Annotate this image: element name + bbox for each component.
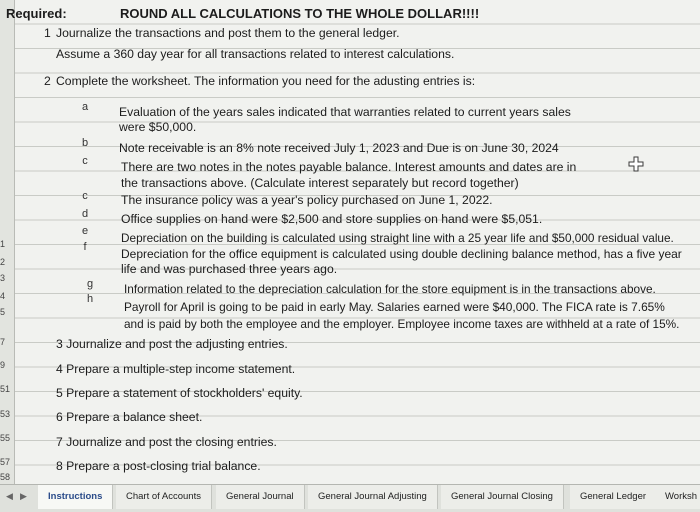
adjustment-letter: c — [82, 190, 88, 202]
row-number[interactable]: 51 — [0, 384, 11, 394]
cell-cursor-plus-icon — [628, 156, 644, 172]
adjustment-text: Note receivable is an 8% note received July 1, 2023 and Due is on June 30, 2024 — [119, 141, 559, 155]
adjustment-text: The insurance policy was a year's policy purchased on June 1, 2022. — [121, 193, 493, 207]
step-text: Assume a 360 day year for all transactions related to interest calculations. — [56, 47, 455, 61]
step-number: 1 — [44, 26, 51, 40]
row-number[interactable]: 3 — [0, 273, 6, 283]
adjustment-letter: c — [82, 155, 88, 167]
adjustment-text: Office supplies on hand were $2,500 and store supplies on hand were $5,051. — [121, 212, 543, 226]
tab-general-ledger[interactable]: General Ledger — [570, 485, 657, 509]
tab-scroll-right-icon[interactable]: ▶ — [20, 491, 27, 501]
required-label: Required: — [6, 6, 67, 21]
tab-general-journal-adjusting[interactable]: General Journal Adjusting — [308, 485, 438, 509]
adjustment-text: Information related to the depreciation calculation for the store equipment is in the transactions above. — [124, 282, 656, 296]
adjustment-text: and is paid by both the employee and the employer. Employee income taxes are withheld at a rate of 15%. — [124, 317, 680, 331]
adjustment-text: life and was purchased three years ago. — [121, 262, 338, 276]
adjustment-text: Depreciation for the office equipment is calculated using double declining balance method, has a five year — [121, 247, 682, 261]
row-number[interactable]: 1 — [0, 239, 6, 249]
adjustment-text: Depreciation on the building is calculated using straight line with a 25 year life and $50,000 residual value. — [121, 231, 674, 245]
step-item: 5 Prepare a statement of stockholders' equity. — [56, 386, 303, 400]
round-note: ROUND ALL CALCULATIONS TO THE WHOLE DOLLAR!!!! — [120, 6, 480, 21]
tab-scroll-left-icon[interactable]: ◀ — [6, 491, 13, 501]
adjustment-letter: f — [83, 241, 87, 253]
row-number[interactable]: 2 — [0, 257, 6, 267]
adjustment-letter: b — [81, 137, 89, 149]
adjustment-letter: a — [81, 101, 89, 113]
step-number: 2 — [44, 74, 51, 88]
step-item: 6 Prepare a balance sheet. — [56, 410, 203, 424]
step-text: Complete the worksheet. The information you need for the adusting entries is: — [56, 74, 476, 88]
adjustment-text: Payroll for April is going to be paid in early May. Salaries earned were $40,000. The FICA rate is 7.65% — [124, 300, 665, 314]
row-number[interactable]: 58 — [0, 472, 11, 482]
tab-worksheet[interactable]: Worksh — [655, 485, 700, 509]
adjustment-letter: d — [81, 208, 89, 220]
tab-general-journal-closing[interactable]: General Journal Closing — [441, 485, 564, 509]
adjustment-letter: h — [86, 293, 94, 305]
adjustment-text: Evaluation of the years sales indicated that warranties related to current years sales — [119, 105, 571, 119]
row-number[interactable]: 9 — [0, 360, 6, 370]
step-item: 4 Prepare a multiple-step income statement. — [56, 362, 296, 376]
step-item: 3 Journalize and post the adjusting entries. — [56, 337, 288, 351]
row-number[interactable]: 53 — [0, 409, 11, 419]
tab-instructions[interactable]: Instructions — [38, 485, 113, 509]
adjustment-letter: e — [81, 225, 89, 237]
sheet-tab-bar — [0, 484, 700, 512]
tab-general-journal[interactable]: General Journal — [216, 485, 305, 509]
step-item: 7 Journalize and post the closing entries. — [56, 435, 277, 449]
adjustment-letter: g — [86, 278, 94, 290]
step-text: Journalize the transactions and post them to the general ledger. — [56, 26, 400, 40]
step-item: 8 Prepare a post-closing trial balance. — [56, 459, 261, 473]
row-header-column — [0, 0, 15, 484]
tab-chart-of-accounts[interactable]: Chart of Accounts — [116, 485, 212, 509]
adjustment-text: the transactions above. (Calculate interest separately but record together) — [121, 176, 519, 190]
row-number[interactable]: 57 — [0, 457, 11, 467]
adjustment-text: were $50,000. — [119, 120, 197, 134]
row-number[interactable]: 7 — [0, 337, 6, 347]
row-number[interactable]: 55 — [0, 433, 11, 443]
row-number[interactable]: 4 — [0, 291, 6, 301]
adjustment-text: There are two notes in the notes payable balance. Interest amounts and dates are in — [121, 160, 577, 174]
row-number[interactable]: 5 — [0, 307, 6, 317]
